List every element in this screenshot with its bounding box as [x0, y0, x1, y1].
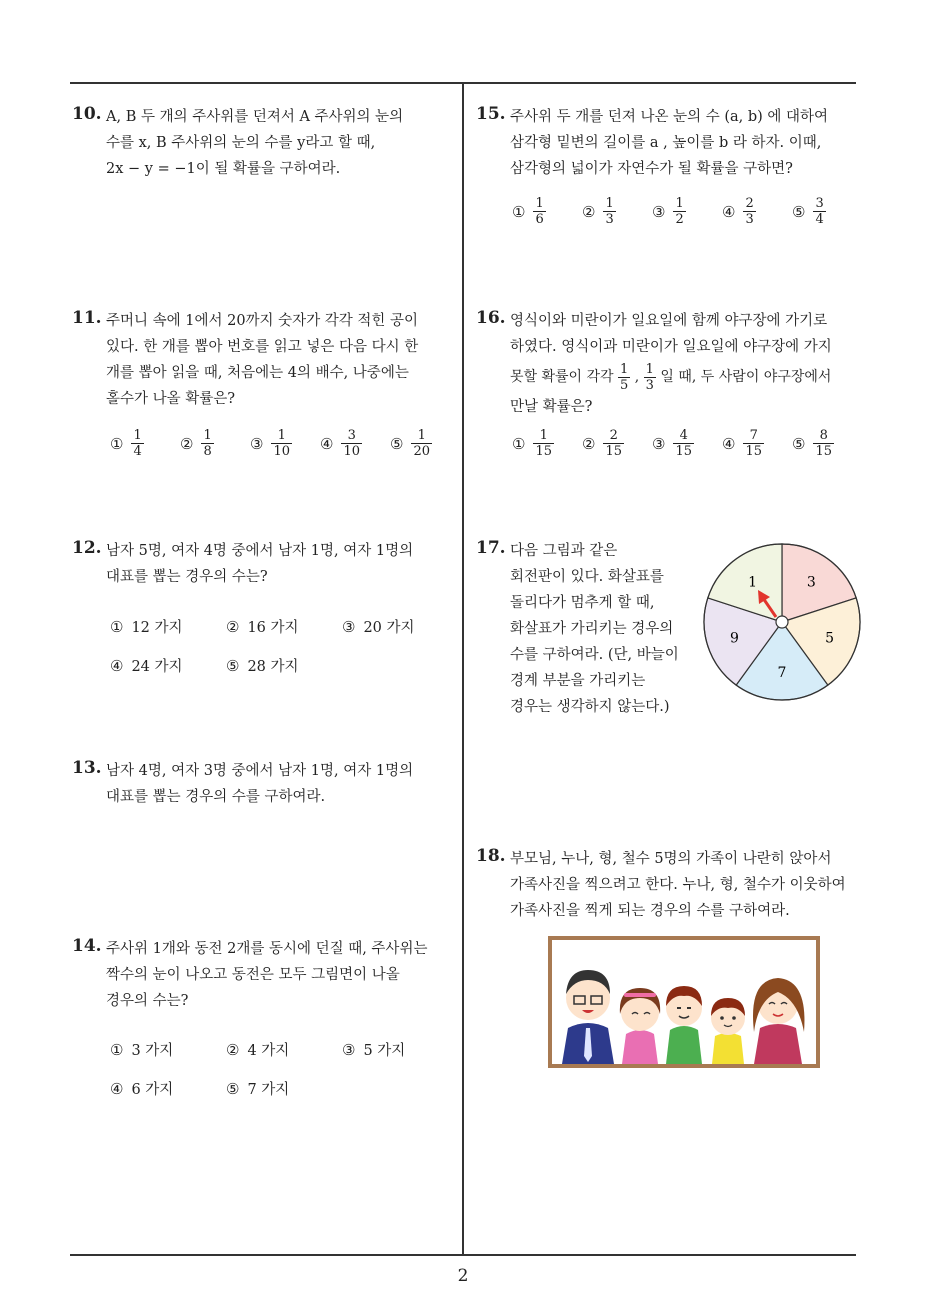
question-line: 다음 그림과 같은: [510, 543, 618, 559]
question-line: 개를 뽑아 읽을 때, 처음에는 4의 배수, 나중에는: [106, 365, 409, 381]
question-number: 17.: [476, 538, 506, 558]
question-line: A, B 두 개의 주사위를 던져서 A 주사위의 눈의: [106, 109, 404, 125]
spinner-figure: [700, 540, 868, 704]
question-line: 주사위 두 개를 던져 나온 눈의 수 (a, b) 에 대하여: [510, 109, 829, 125]
question-line: 가족사진을 찍게 되는 경우의 수를 구하여라.: [510, 903, 790, 919]
option-2[interactable]: ② $\frac{2}{15}$: [582, 428, 622, 459]
option-3[interactable]: ③ $\frac{1}{2}$: [652, 196, 684, 227]
option-5[interactable]: ⑤ 7 가지: [226, 1079, 290, 1098]
option-1[interactable]: ① 3 가지: [110, 1040, 174, 1059]
question-line: 남자 5명, 여자 4명 중에서 남자 1명, 여자 1명의: [106, 543, 414, 559]
spinner-label: 7: [777, 665, 787, 681]
question-16: [476, 308, 866, 420]
option-1[interactable]: ① 12 가지: [110, 617, 183, 636]
option-4[interactable]: ④ $\frac{7}{15}$: [722, 428, 762, 459]
question-line: 홀수가 나올 확률은?: [106, 391, 236, 407]
column-divider: [462, 84, 464, 1254]
question-number: 14.: [72, 936, 102, 956]
question-line: 돌리다가 멈추게 할 때,: [510, 595, 655, 611]
spinner-label: 5: [825, 630, 835, 647]
question-line: 가족사진을 찍으려고 한다. 누나, 형, 철수가 이웃하여: [510, 877, 846, 893]
question-line: 수를 x, B 주사위의 눈의 수를 y라고 할 때,: [106, 135, 376, 151]
bottom-rule: [70, 1254, 856, 1256]
option-1[interactable]: ① $\frac{1}{6}$: [512, 196, 544, 227]
question-text: [106, 538, 452, 590]
question-line: 주사위 1개와 동전 2개를 동시에 던질 때, 주사위는: [106, 941, 428, 957]
question-line: 경우는 생각하지 않는다.): [510, 699, 670, 715]
question-text: [510, 538, 696, 720]
question-line: 경우의 수는?: [106, 993, 189, 1009]
question-number: 15.: [476, 104, 506, 124]
question-13: [72, 758, 452, 810]
question-18: [476, 846, 876, 924]
question-text: [510, 104, 866, 182]
question-text: [510, 308, 866, 420]
question-number: 12.: [72, 538, 102, 558]
question-line: 삼각형 밑변의 길이를 a , 높이를 b 라 하자. 이때,: [510, 135, 822, 151]
option-2[interactable]: ② 16 가지: [226, 617, 299, 636]
option-3[interactable]: ③ 20 가지: [342, 617, 415, 636]
question-line: 수를 구하여라. (단, 바늘이: [510, 647, 679, 663]
question-line: 부모님, 누나, 형, 철수 5명의 가족이 나란히 앉아서: [510, 851, 832, 867]
question-line: 있다. 한 개를 뽑아 번호를 읽고 넣은 다음 다시 한: [106, 339, 419, 355]
question-text: [106, 104, 452, 182]
option-3[interactable]: ③ 5 가지: [342, 1040, 406, 1059]
question-14: [72, 936, 452, 1014]
spinner-center: [776, 616, 788, 628]
option-2[interactable]: ② $\frac{1}{8}$: [180, 428, 212, 459]
question-15: [476, 104, 866, 182]
spinner-label: 9: [729, 630, 739, 647]
question-line: 대표를 뽑는 경우의 수는?: [106, 569, 268, 585]
option-4[interactable]: ④ $\frac{2}{3}$: [722, 196, 754, 227]
question-line: 회전판이 있다. 화살표를: [510, 569, 664, 585]
question-line: 하였다. 영식이과 미란이가 일요일에 야구장에 가지: [510, 339, 832, 355]
question-line: 2x − y = −1이 될 확률을 구하여라.: [106, 161, 341, 177]
question-line: 주머니 속에 1에서 20까지 숫자가 각각 적힌 공이: [106, 313, 419, 329]
question-10: [72, 104, 452, 182]
question-text: [106, 308, 452, 412]
option-4[interactable]: ④ 6 가지: [110, 1079, 174, 1098]
question-line: 화살표가 가리키는 경우의: [510, 621, 674, 637]
option-3[interactable]: ③ $\frac{4}{15}$: [652, 428, 692, 459]
question-line: 영식이와 미란이가 일요일에 함께 야구장에 가기로: [510, 313, 828, 329]
question-line: 경계 부분을 가리키는: [510, 673, 646, 689]
option-5[interactable]: ⑤ $\frac{3}{4}$: [792, 196, 824, 227]
question-line: 못할 확률이 각각 $\frac{1}{5}$ , $\frac{1}{3}$ 일 때, 두 사람이 야구장에서: [510, 361, 832, 393]
page-number: 2: [457, 1266, 469, 1286]
question-text: [106, 758, 452, 810]
question-12: [72, 538, 452, 590]
option-5[interactable]: ⑤ 28 가지: [226, 656, 299, 675]
question-17: [476, 538, 696, 720]
option-4[interactable]: ④ 24 가지: [110, 656, 183, 675]
question-line: 남자 4명, 여자 3명 중에서 남자 1명, 여자 1명의: [106, 763, 414, 779]
option-1[interactable]: ① $\frac{1}{4}$: [110, 428, 142, 459]
question-text: [106, 936, 452, 1014]
option-5[interactable]: ⑤ $\frac{1}{20}$: [390, 428, 430, 459]
option-4[interactable]: ④ $\frac{3}{10}$: [320, 428, 360, 459]
family-picture: [548, 936, 820, 1068]
spinner-label: 1: [748, 574, 758, 591]
question-number: 11.: [72, 308, 102, 328]
question-number: 10.: [72, 104, 102, 124]
question-text: [510, 846, 876, 924]
option-2[interactable]: ② $\frac{1}{3}$: [582, 196, 614, 227]
option-2[interactable]: ② 4 가지: [226, 1040, 290, 1059]
question-number: 18.: [476, 846, 506, 866]
spinner-label: 3: [806, 574, 816, 591]
option-5[interactable]: ⑤ $\frac{8}{15}$: [792, 428, 832, 459]
option-1[interactable]: ① $\frac{1}{15}$: [512, 428, 552, 459]
question-number: 13.: [72, 758, 102, 778]
question-line: 대표를 뽑는 경우의 수를 구하여라.: [106, 789, 326, 805]
question-line: 만날 확률은?: [510, 399, 593, 415]
question-number: 16.: [476, 308, 506, 328]
option-3[interactable]: ③ $\frac{1}{10}$: [250, 428, 290, 459]
question-11: [72, 308, 452, 412]
question-line: 삼각형의 넓이가 자연수가 될 확률을 구하면?: [510, 161, 793, 177]
question-line: 짝수의 눈이 나오고 동전은 모두 그림면이 나올: [106, 967, 400, 983]
